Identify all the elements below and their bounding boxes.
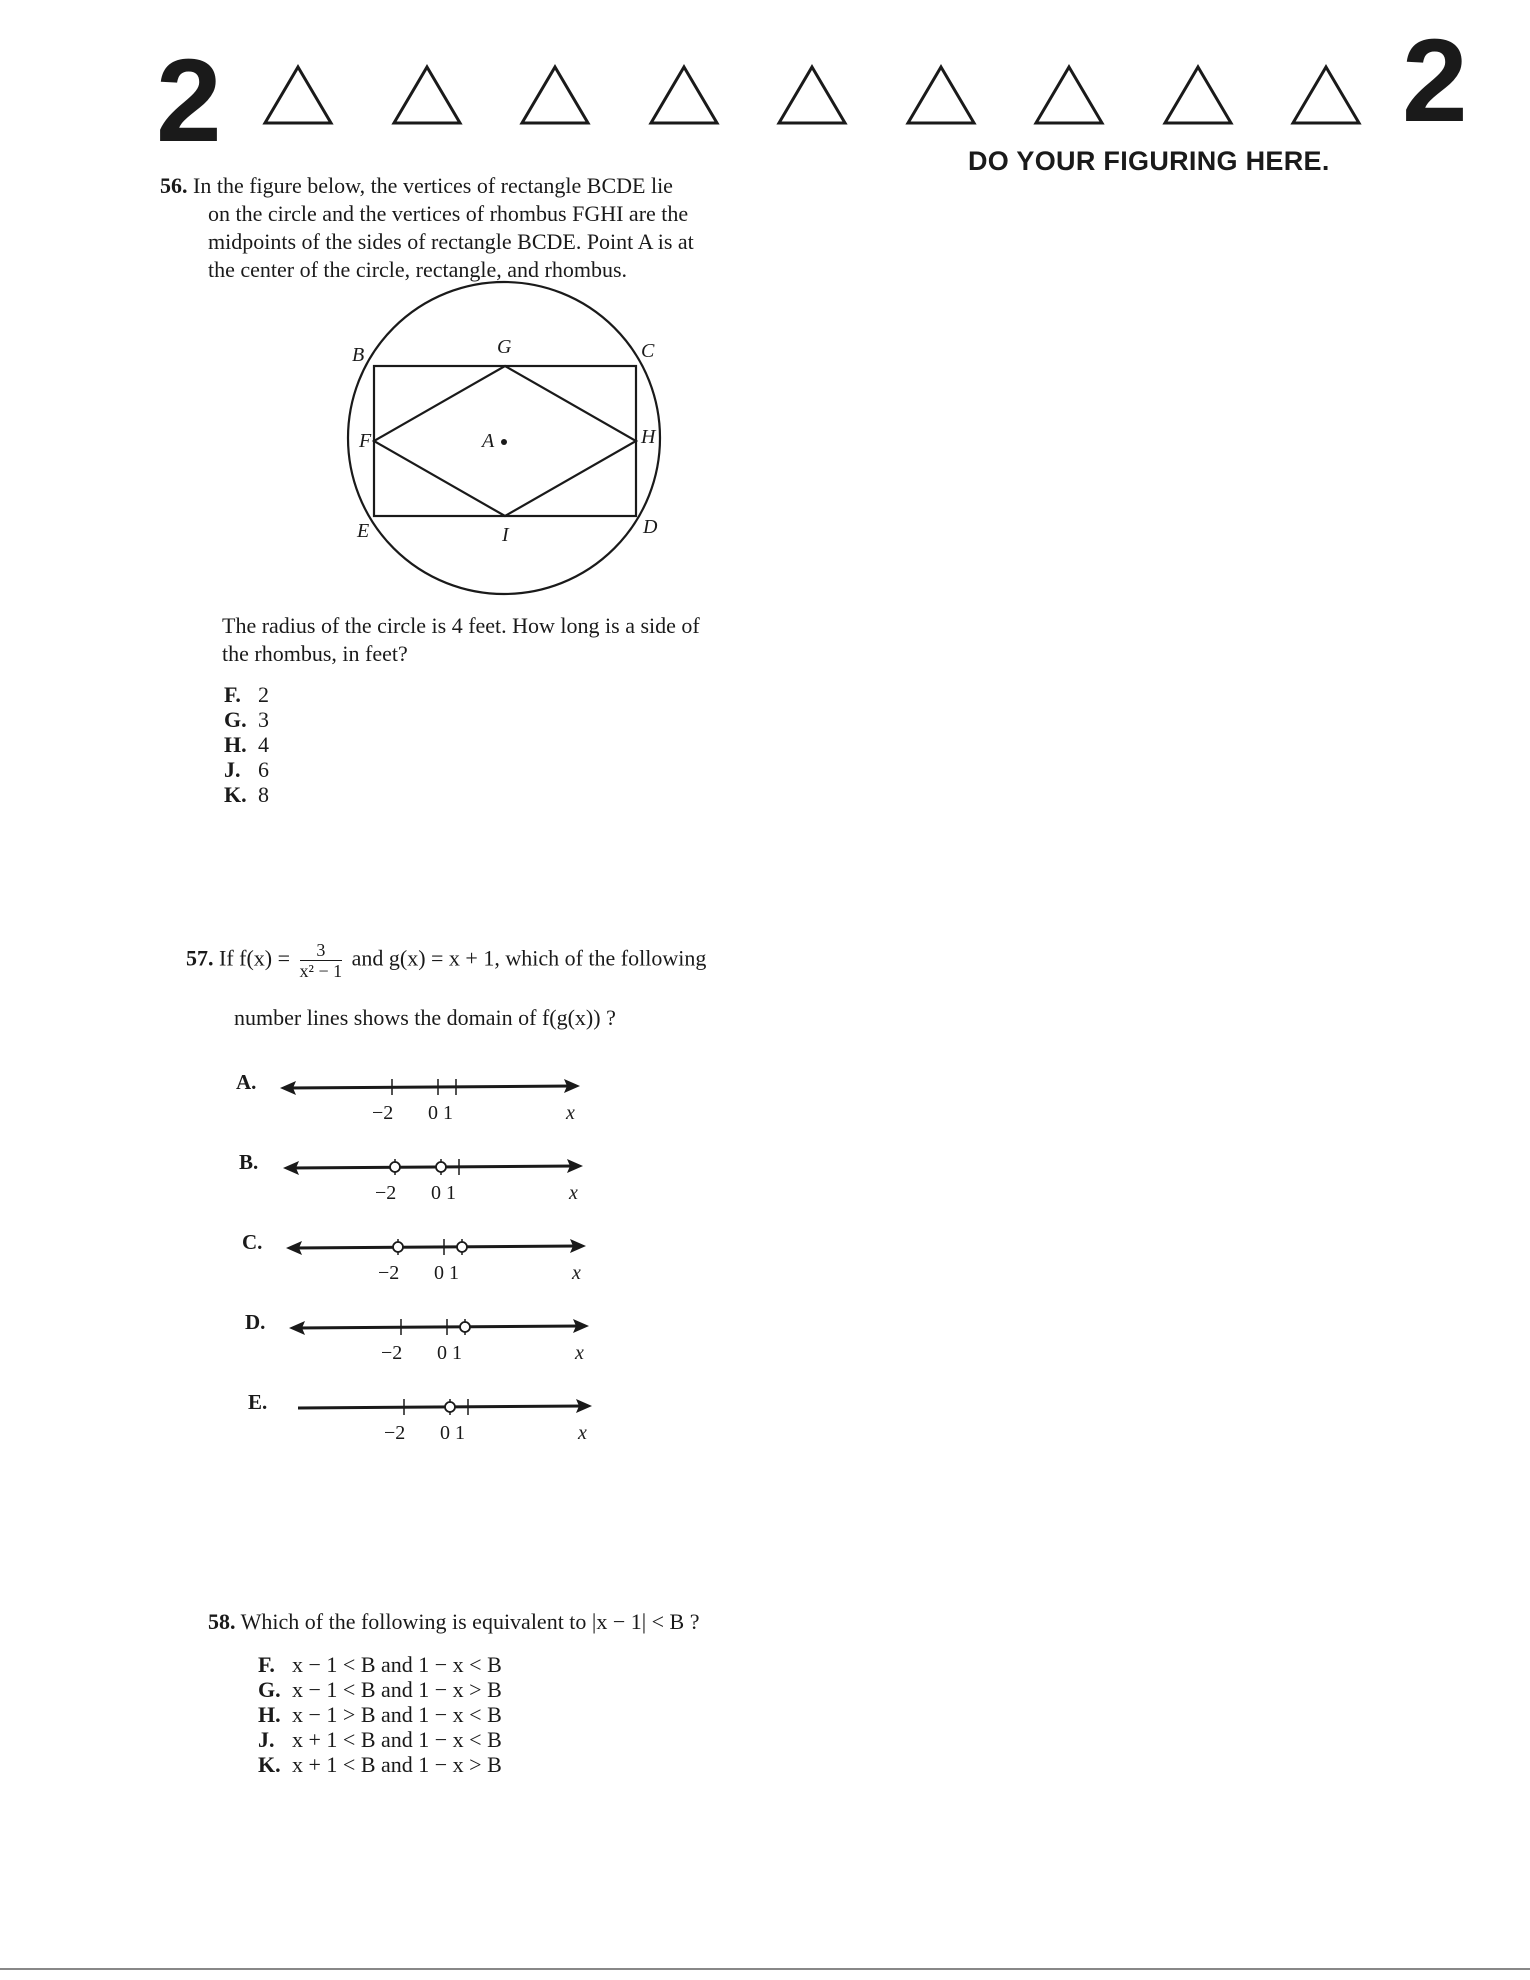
label-c: C [641, 340, 655, 362]
tick-label: −2 [378, 1262, 400, 1284]
number-line-c [286, 1234, 606, 1264]
triangle-outline-icon [391, 64, 463, 126]
number-line-a [280, 1074, 600, 1104]
q56-number: 56. [160, 173, 188, 198]
q56-figure [340, 270, 680, 610]
open-circle-mark [393, 1242, 403, 1252]
q57-line-2: number lines shows the domain of f(g(x)) ? [234, 1005, 616, 1030]
section-number-right: 2 [1402, 15, 1468, 147]
tick-label: 0 1 [440, 1422, 465, 1444]
number-line-a-letter[interactable]: A. [236, 1070, 257, 1094]
q56-option-f[interactable]: F. 2 [224, 682, 269, 707]
axis-variable-label: x [575, 1342, 584, 1364]
triangle-outline-icon [262, 64, 334, 126]
triangle-outline-icon [1162, 64, 1234, 126]
q58-option-k[interactable]: K. x + 1 < B and 1 − x > B [258, 1752, 502, 1777]
open-circle-mark [436, 1162, 446, 1172]
section-number-left: 2 [156, 35, 222, 167]
tick-label: 0 1 [428, 1102, 453, 1124]
axis-variable-label: x [578, 1422, 587, 1444]
q58-option-j[interactable]: J. x + 1 < B and 1 − x < B [258, 1727, 502, 1752]
label-b: B [352, 344, 365, 366]
triangle-outline-icon [1290, 64, 1362, 126]
tick-label: −2 [384, 1422, 406, 1444]
tick-label: 0 1 [434, 1262, 459, 1284]
q56-question [222, 612, 842, 668]
label-i: I [502, 524, 509, 546]
q57-fraction [300, 940, 343, 981]
q57-frac-num: 3 [300, 940, 343, 961]
triangle-outline-icon [905, 64, 977, 126]
label-e: E [357, 520, 370, 542]
axis-variable-label: x [572, 1262, 581, 1284]
axis-line [298, 1406, 584, 1408]
q57-number: 57. [186, 945, 214, 971]
q58-option-g[interactable]: G. x − 1 < B and 1 − x > B [258, 1677, 502, 1702]
q56-prompt-line-1: In the figure below, the vertices of rectangle BCDE lie [193, 173, 673, 198]
q57-frac-den: x² − 1 [299, 961, 343, 981]
open-circle-mark [445, 1402, 455, 1412]
q56-option-h[interactable]: H. 4 [224, 732, 269, 757]
q56-prompt [160, 172, 800, 284]
open-circle-mark [457, 1242, 467, 1252]
label-g: G [497, 336, 512, 358]
triangle-outline-icon [648, 64, 720, 126]
tick-label: −2 [372, 1102, 394, 1124]
axis-line [295, 1326, 581, 1328]
tick-label: 0 1 [437, 1342, 462, 1364]
q56-prompt-line-2: on the circle and the vertices of rhombus FGHI are the [208, 201, 689, 226]
q56-question-line-1: The radius of the circle is 4 feet. How long is a side of [222, 613, 700, 638]
q57-mid: and g(x) = x + 1, which of the following [351, 945, 707, 971]
tick-label: 0 1 [431, 1182, 456, 1204]
number-line-e-letter[interactable]: E. [248, 1390, 268, 1414]
number-line-e [292, 1394, 612, 1424]
axis-variable-label: x [566, 1102, 575, 1124]
q56-option-k[interactable]: K. 8 [224, 782, 269, 807]
tick-label: −2 [375, 1182, 397, 1204]
axis-variable-label: x [569, 1182, 578, 1204]
q58-option-h[interactable]: H. x − 1 > B and 1 − x < B [258, 1702, 502, 1727]
q56-prompt-line-4: the center of the circle, rectangle, and rhombus. [208, 257, 628, 282]
tick-label: −2 [381, 1342, 403, 1364]
number-line-d [289, 1314, 609, 1344]
triangle-outline-icon [1033, 64, 1105, 126]
q58-prompt [208, 1608, 868, 1636]
axis-line [292, 1246, 578, 1248]
q58-option-f[interactable]: F. x − 1 < B and 1 − x < B [258, 1652, 502, 1677]
label-f: F [359, 430, 372, 452]
q58-number: 58. [208, 1609, 236, 1634]
number-line-c-letter[interactable]: C. [242, 1230, 263, 1254]
q58-prompt-text: Which of the following is equivalent to |x − 1| < B ? [240, 1609, 700, 1634]
q57-lead: If f(x) = [219, 945, 291, 971]
figuring-label: DO YOUR FIGURING HERE. [968, 146, 1330, 176]
q57-prompt [186, 940, 846, 981]
center-point-a [501, 439, 507, 445]
label-h: H [641, 426, 656, 448]
open-circle-mark [390, 1162, 400, 1172]
label-a: A [482, 430, 495, 452]
label-d: D [643, 516, 658, 538]
number-line-d-letter[interactable]: D. [245, 1310, 266, 1334]
figure-circle [348, 282, 660, 594]
number-line-b-letter[interactable]: B. [239, 1150, 259, 1174]
triangle-outline-icon [776, 64, 848, 126]
page-bottom-rule [0, 1968, 1530, 1970]
q56-question-line-2: the rhombus, in feet? [222, 641, 408, 666]
q58-options [258, 1652, 502, 1777]
axis-line [289, 1166, 575, 1168]
axis-line [286, 1086, 572, 1088]
q56-prompt-line-3: midpoints of the sides of rectangle BCDE. Point A is at [208, 229, 694, 254]
q56-option-j[interactable]: J. 6 [224, 757, 269, 782]
triangle-outline-icon [519, 64, 591, 126]
open-circle-mark [460, 1322, 470, 1332]
q56-options [224, 682, 269, 807]
q56-option-g[interactable]: G. 3 [224, 707, 269, 732]
number-line-b [283, 1154, 603, 1184]
